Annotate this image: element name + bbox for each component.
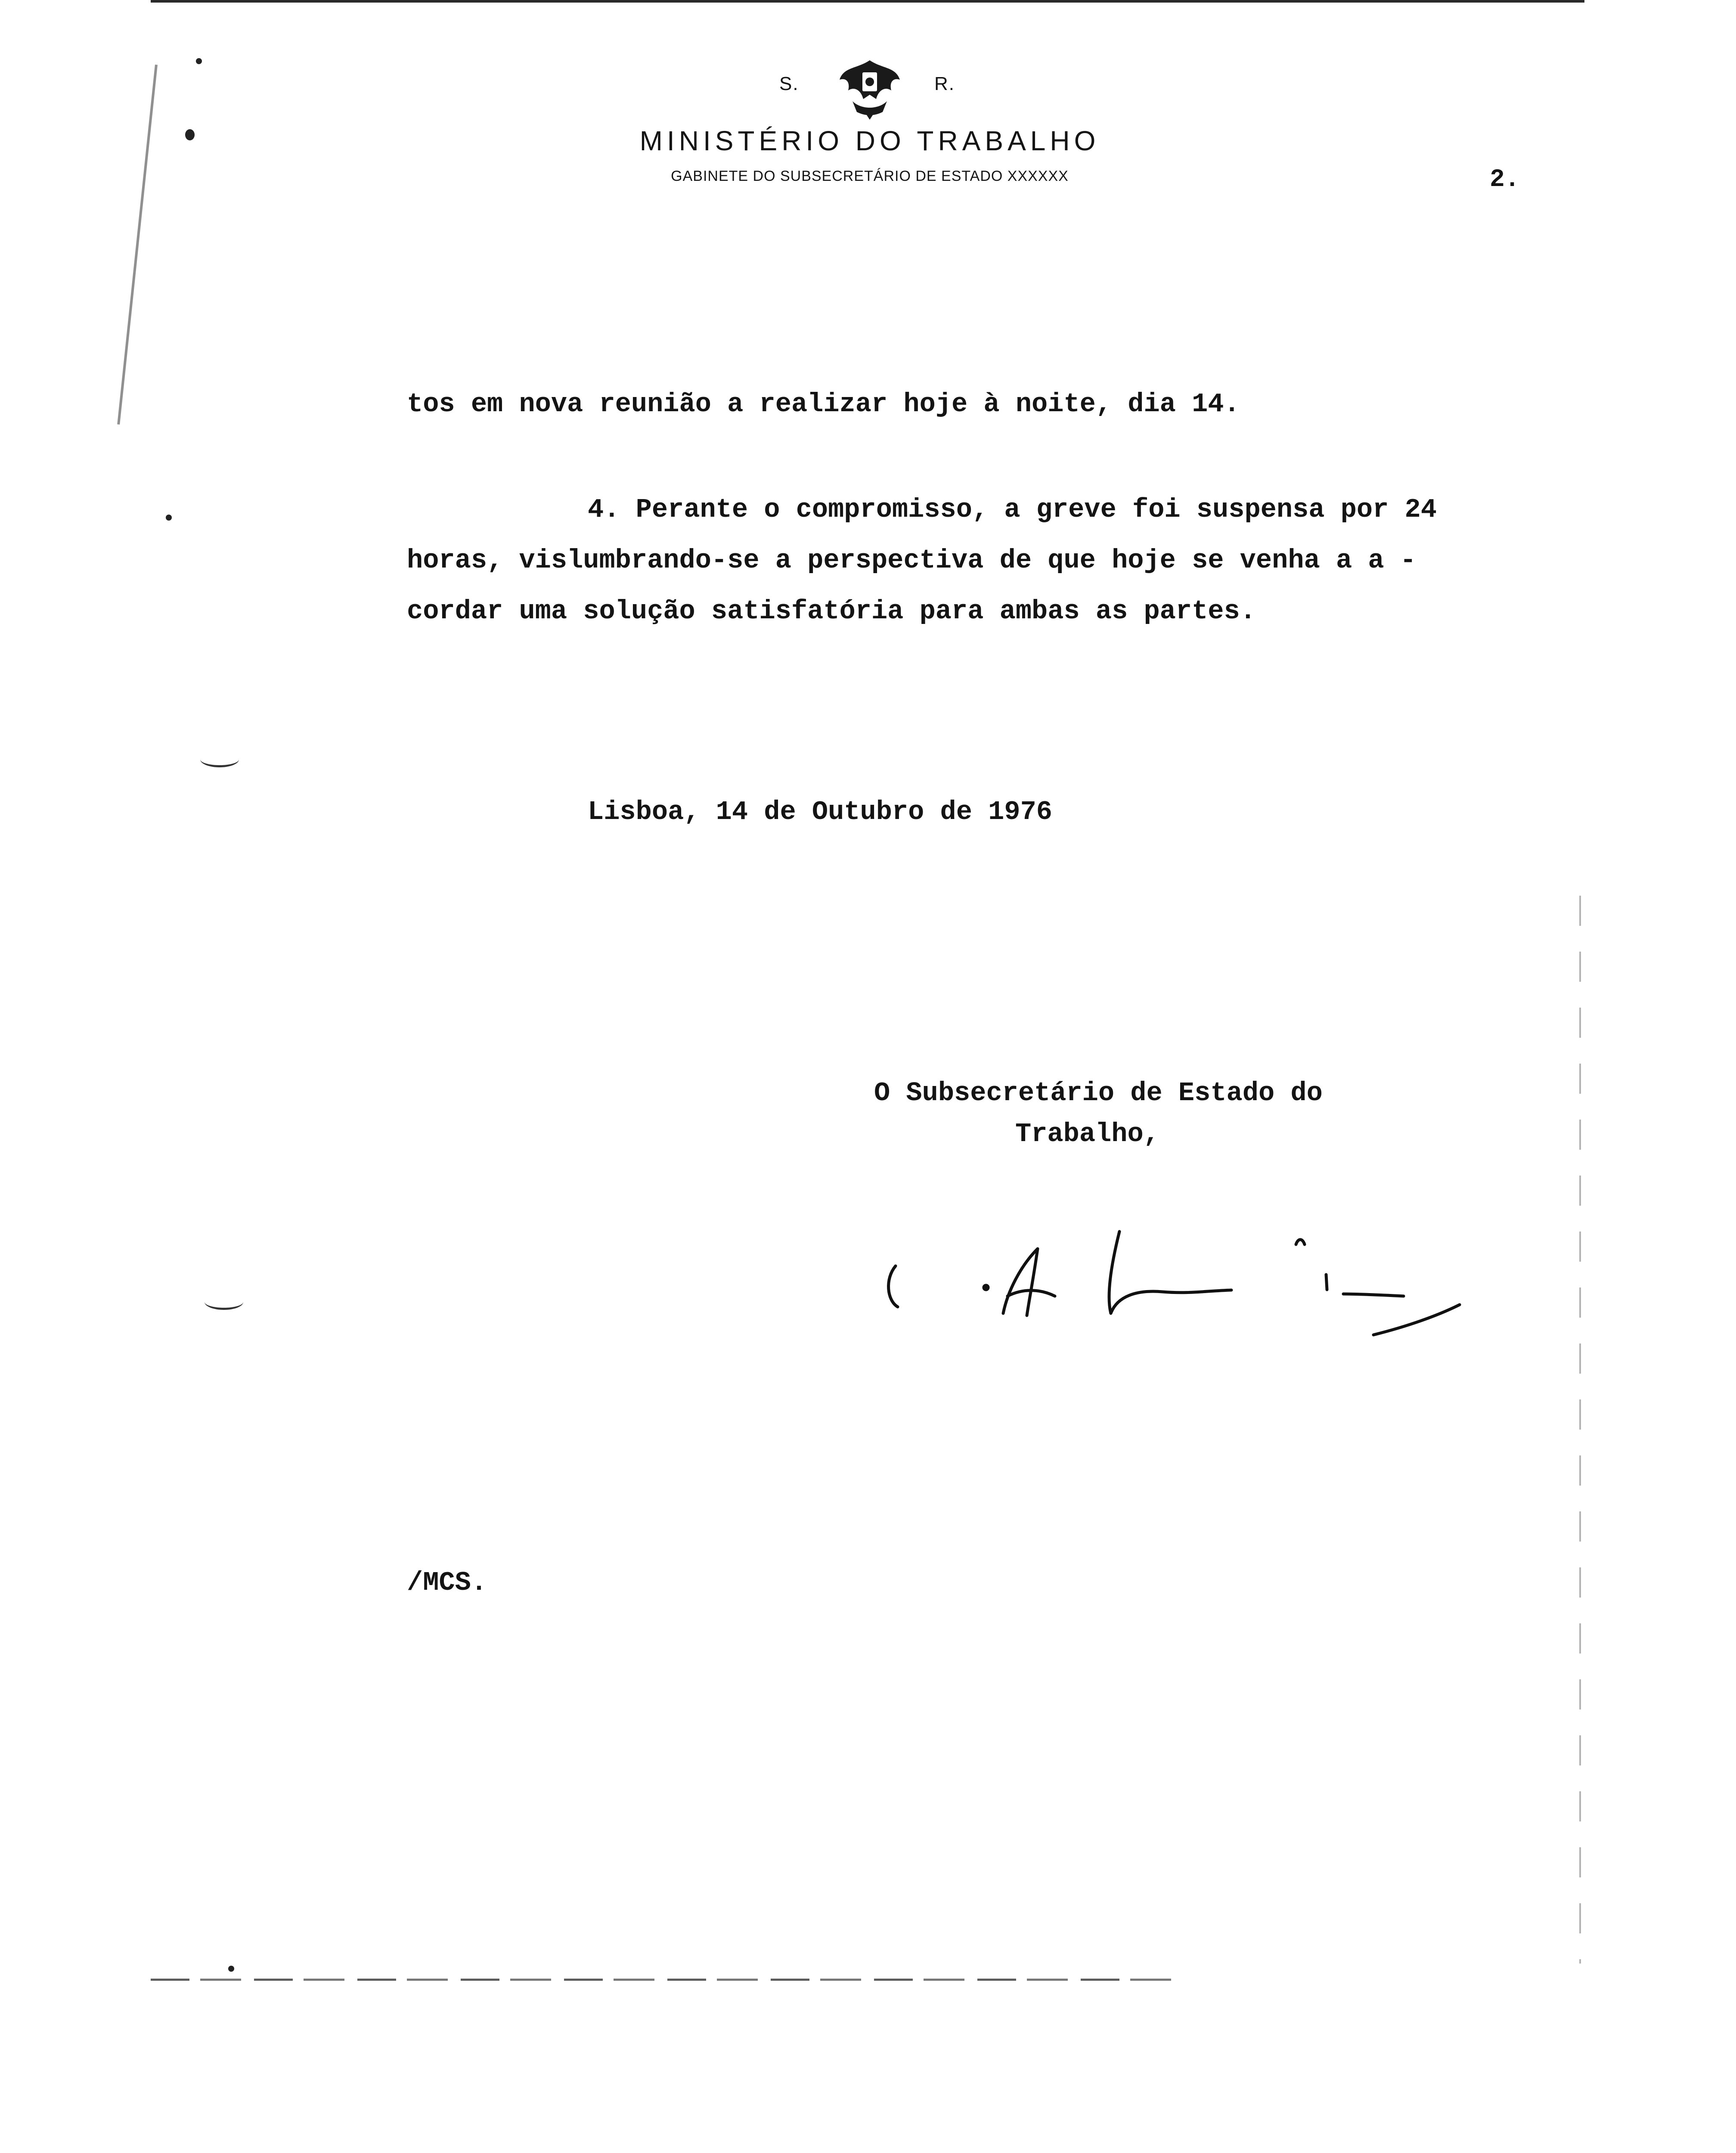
scan-right-edge (1579, 896, 1581, 1964)
body-line-continuation: tos em nova reunião a realizar hoje à noite, dia 14. (407, 389, 1240, 419)
paragraph-4-line-3: cordar uma solução satisfatória para ambas as partes. (407, 596, 1256, 627)
letterhead-crest (779, 56, 960, 125)
handwritten-signature (878, 1214, 1481, 1352)
ministry-name: MINISTÉRIO DO TRABALHO (639, 125, 1100, 156)
punch-hole-mark (200, 751, 239, 767)
page-number: 2. (1490, 166, 1520, 194)
scan-bottom-rule (151, 1979, 1184, 1981)
paragraph-4 (407, 484, 1437, 637)
cabinet-name: GABINETE DO SUBSECRETÁRIO DE ESTADO XXXXXX (671, 168, 1069, 184)
scan-speck (228, 1966, 234, 1972)
scan-speck (166, 515, 172, 521)
scan-top-edge (151, 0, 1584, 3)
paragraph-4-line-2: horas, vislumbrando-se a perspectiva de que hoje se venha a a - (407, 545, 1416, 576)
scan-left-edge (117, 65, 158, 425)
scan-speck (196, 58, 202, 64)
signer-title-line-1: O Subsecretário de Estado do (874, 1078, 1323, 1108)
coat-of-arms-icon (827, 56, 913, 121)
signer-title-line-2: Trabalho, (1015, 1119, 1159, 1149)
crest-left-letter: S. (779, 73, 799, 94)
date-line: Lisboa, 14 de Outubro de 1976 (588, 797, 1052, 827)
punch-hole-mark (205, 1294, 243, 1310)
paragraph-4-line-1: 4. Perante o compromisso, a greve foi suspensa por 24 (588, 494, 1437, 525)
crest-right-letter: R. (934, 73, 955, 94)
scan-speck (185, 129, 195, 140)
typist-initials: /MCS. (407, 1567, 487, 1598)
